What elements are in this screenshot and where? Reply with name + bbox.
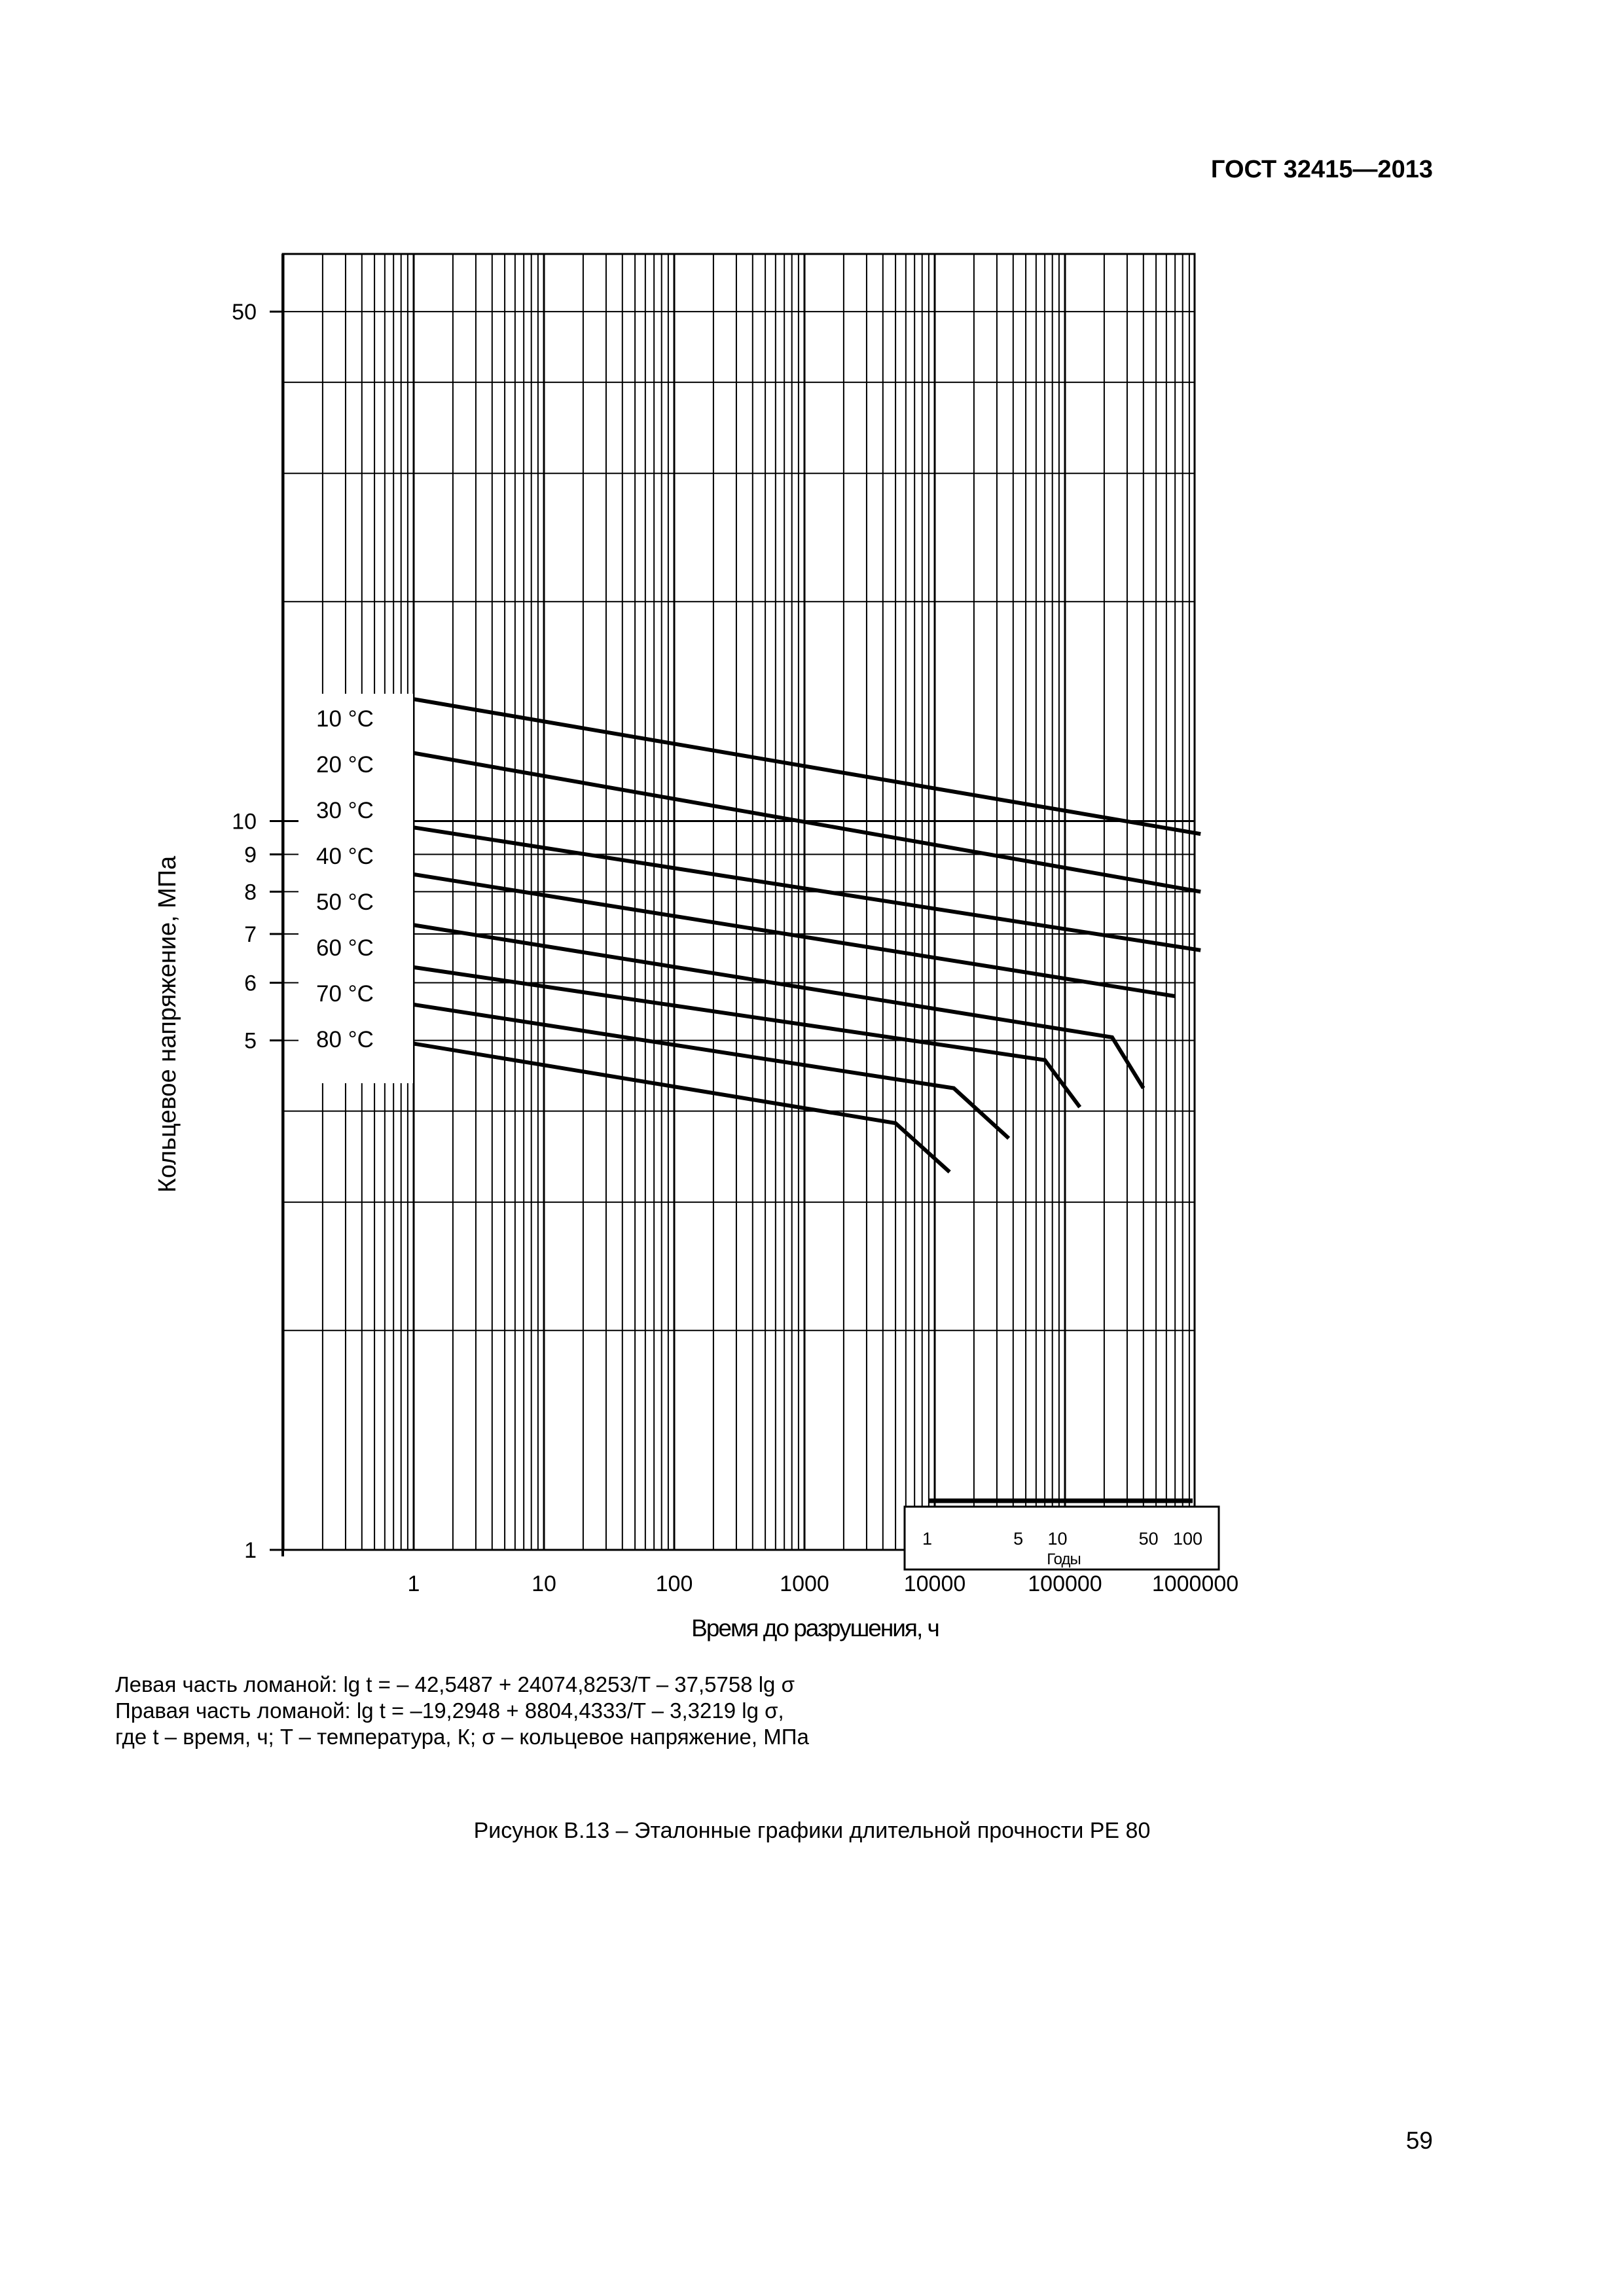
series-line-6 xyxy=(414,967,1080,1107)
series-label: 60 °C xyxy=(316,935,374,961)
x-tick-label: 10 xyxy=(532,1571,556,1596)
years-tick-label: 10 xyxy=(1047,1529,1068,1549)
y-tick-label: 10 xyxy=(232,809,257,834)
series-label: 40 °C xyxy=(316,844,374,869)
x-tick-label: 100000 xyxy=(1028,1571,1102,1596)
series-label: 50 °C xyxy=(316,889,374,915)
series-label: 30 °C xyxy=(316,798,374,823)
years-tick-label: 100 xyxy=(1173,1529,1203,1549)
x-tick-label: 100 xyxy=(655,1571,693,1596)
y-axis-label: Кольцевое напряжение, МПа xyxy=(154,855,181,1193)
years-scale xyxy=(905,1501,1219,1570)
x-axis-label: Время до разрушения, ч xyxy=(691,1615,939,1641)
formula-left-part: Левая часть ломаной: lg t = – 42,5487 + 24074,8253/T – 37,5758 lg σ xyxy=(115,1672,795,1696)
document-id: ГОСТ 32415—2013 xyxy=(1210,156,1433,183)
series-line-8 xyxy=(414,1044,950,1172)
grid-minor xyxy=(283,254,1195,1550)
y-tick-labels xyxy=(232,300,283,1563)
y-tick-label: 7 xyxy=(244,922,257,947)
series-line-4 xyxy=(414,874,1175,996)
plot-frame xyxy=(283,254,1195,1550)
x-tick-label: 1000 xyxy=(780,1571,829,1596)
y-tick-label: 9 xyxy=(244,842,257,868)
years-tick-label: 1 xyxy=(922,1529,933,1549)
formula-right-part: Правая часть ломаной: lg t = –19,2948 + 8804,4333/T – 3,3219 lg σ, xyxy=(115,1698,784,1723)
figure-caption: Рисунок В.13 – Эталонные графики длительной прочности PE 80 xyxy=(473,1818,1151,1843)
series-label: 20 °C xyxy=(316,752,374,778)
x-tick-label: 10000 xyxy=(903,1571,966,1596)
y-tick-label: 8 xyxy=(244,880,257,905)
page-number: 59 xyxy=(1405,2127,1433,2154)
y-tick-label: 1 xyxy=(244,1538,257,1563)
y-tick-label: 6 xyxy=(244,971,257,996)
x-tick-labels xyxy=(408,1571,1239,1596)
y-tick-label: 50 xyxy=(232,300,257,325)
series-line-7 xyxy=(414,1005,1009,1138)
formula-where: где t – время, ч; T – температура, К; σ – кольцевое напряжение, МПа xyxy=(115,1725,809,1749)
x-tick-label: 1 xyxy=(407,1571,420,1596)
grid-major xyxy=(283,254,1195,1556)
years-tick-label: 5 xyxy=(1013,1529,1024,1549)
series-label: 80 °C xyxy=(316,1027,374,1052)
years-tick-label: 50 xyxy=(1138,1529,1159,1549)
years-label: Годы xyxy=(1047,1551,1081,1568)
series-label: 70 °C xyxy=(316,981,374,1007)
x-tick-label: 1000000 xyxy=(1151,1571,1239,1596)
series-label: 10 °C xyxy=(316,706,374,732)
y-tick-label: 5 xyxy=(244,1028,257,1054)
